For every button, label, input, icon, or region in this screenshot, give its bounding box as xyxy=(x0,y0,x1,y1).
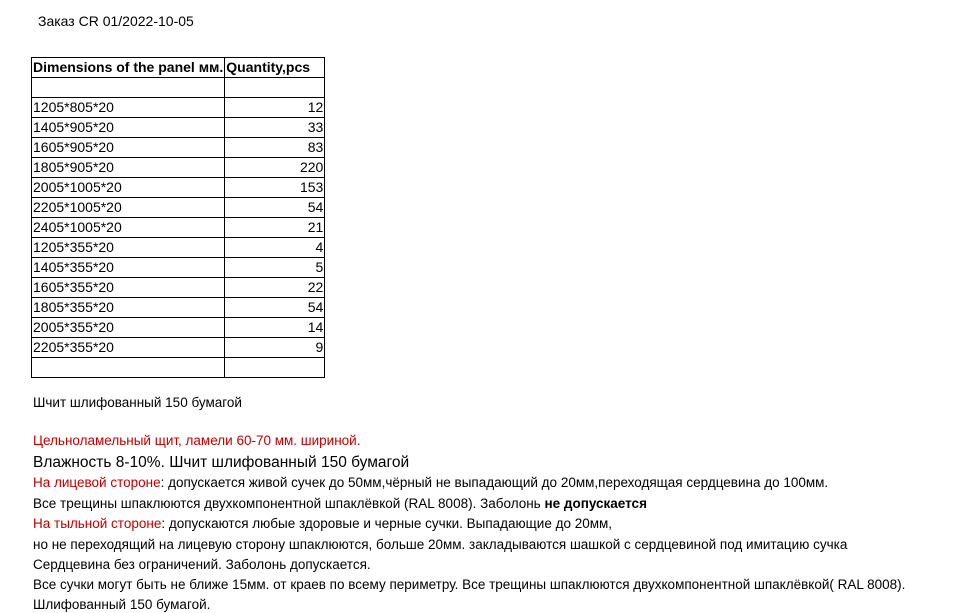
final-note: Шлифованный 150 бумагой. xyxy=(33,597,211,612)
quantity-cell: 22 xyxy=(225,278,325,298)
dimension-cell: 2205*1005*20 xyxy=(32,198,225,218)
table-row xyxy=(32,118,325,138)
front-side-paragraph xyxy=(33,475,828,490)
dimension-cell: 1805*355*20 xyxy=(32,298,225,318)
dimension-cell: 1605*905*20 xyxy=(32,138,225,158)
table-row xyxy=(32,178,325,198)
quantity-cell: 54 xyxy=(225,298,325,318)
back-side-label: На тыльной стороне xyxy=(33,516,162,531)
table-row xyxy=(32,338,325,358)
dimension-cell: 1205*355*20 xyxy=(32,238,225,258)
table-row xyxy=(32,218,325,238)
quantity-cell: 12 xyxy=(225,98,325,118)
dimension-cell: 1805*905*20 xyxy=(32,158,225,178)
quantity-cell xyxy=(225,358,325,378)
dimension-cell: 2205*355*20 xyxy=(32,338,225,358)
panel-dimensions-table xyxy=(31,57,325,378)
back-side-paragraph xyxy=(33,516,612,531)
quantity-cell: 9 xyxy=(225,338,325,358)
front-side-label: На лицевой стороне xyxy=(33,475,161,490)
quantity-cell: 21 xyxy=(225,218,325,238)
dimension-cell: 1405*355*20 xyxy=(32,258,225,278)
quantity-cell: 83 xyxy=(225,138,325,158)
humidity-note: Влажность 8-10%. Шчит шлифованный 150 бумагой xyxy=(33,454,410,471)
quantity-cell: 14 xyxy=(225,318,325,338)
lamella-note: Цельноламельный щит, ламели 60-70 мм. шириной. xyxy=(33,433,361,448)
quantity-cell: 220 xyxy=(225,158,325,178)
table-row xyxy=(32,138,325,158)
table-row xyxy=(32,98,325,118)
dimensions-header: Dimensions of the panel мм. xyxy=(32,58,225,78)
dimension-cell: 2005*355*20 xyxy=(32,318,225,338)
sanded-note: Шчит шлифованный 150 бумагой xyxy=(33,395,242,410)
table-row xyxy=(32,238,325,258)
dimension-cell xyxy=(32,358,225,378)
dimension-cell xyxy=(32,78,225,98)
quantity-cell xyxy=(225,78,325,98)
quantity-cell: 5 xyxy=(225,258,325,278)
cracks-text: Все трещины шпаклюются двухкомпонентной шпаклёвкой (RAL 8008). Заболонь xyxy=(33,496,545,511)
quantity-header: Quantity,pcs xyxy=(225,58,325,78)
quantity-cell: 33 xyxy=(225,118,325,138)
back-side-continuation: но не переходящий на лицевую сторону шпаклюются, больше 20мм. закладываются шашкой с сердцевиной под имитацию сучка xyxy=(33,537,848,552)
table-row xyxy=(32,158,325,178)
table-row xyxy=(32,258,325,278)
dimension-cell: 2005*1005*20 xyxy=(32,178,225,198)
table-row xyxy=(32,298,325,318)
dimension-cell: 2405*1005*20 xyxy=(32,218,225,238)
knots-note: Все сучки могут быть не ближе 15мм. от краев по всему периметру. Все трещины шпаклюются двухкомпонентной шпаклёвкой( RAL 8008). xyxy=(33,577,906,592)
front-side-text: : допускается живой сучек до 50мм,чёрный не выпадающий до 20мм,переходящая сердцевина до 100мм. xyxy=(160,475,829,490)
dimension-cell: 1205*805*20 xyxy=(32,98,225,118)
core-note: Сердцевина без ограничений. Заболонь допускается. xyxy=(33,557,371,572)
table-row xyxy=(32,278,325,298)
table-header-row xyxy=(32,58,325,78)
order-title: Заказ CR 01/2022-10-05 xyxy=(38,13,194,29)
quantity-cell: 153 xyxy=(225,178,325,198)
quantity-cell: 4 xyxy=(225,238,325,258)
table-row xyxy=(32,318,325,338)
quantity-cell: 54 xyxy=(225,198,325,218)
table-row xyxy=(32,198,325,218)
table-row xyxy=(32,78,325,98)
cracks-paragraph xyxy=(33,496,647,511)
back-side-text: : допускаются любые здоровые и черные сучки. Выпадающие до 20мм, xyxy=(161,516,613,531)
cracks-bold-text: не допускается xyxy=(544,496,647,511)
dimension-cell: 1605*355*20 xyxy=(32,278,225,298)
table-row xyxy=(32,358,325,378)
dimension-cell: 1405*905*20 xyxy=(32,118,225,138)
